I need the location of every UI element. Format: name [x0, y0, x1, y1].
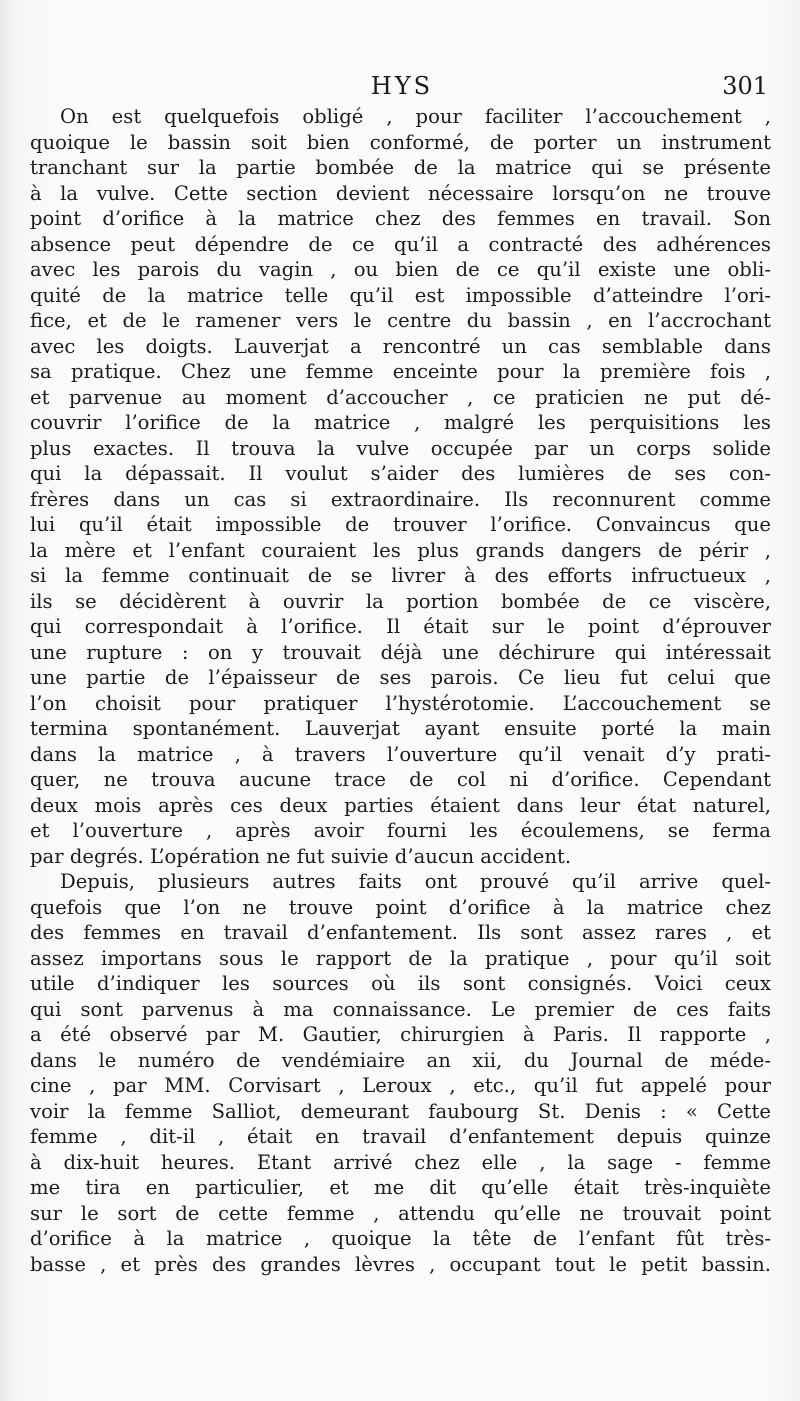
text-line: dans la matrice , à travers l’ouverture qu’il venait d’y prati-	[30, 742, 771, 766]
text-line: à la vulve. Cette section devient nécessaire lorsqu’on ne trouve	[30, 181, 771, 205]
text-line: a été observé par M. Gautier, chirurgien à Paris. Il rapporte ,	[30, 1023, 771, 1046]
text-line: utile d’indiquer les sources où ils sont consignés. Voici ceux	[30, 972, 771, 995]
text-line: frères dans un cas si extraordinaire. Ils reconnurent comme	[30, 487, 771, 511]
text-line: plus exactes. Il trouva la vulve occupée par un corps solide	[30, 436, 771, 460]
text-line: assez importans sous le rapport de la pratique , pour qu’il soit	[30, 946, 771, 970]
text-line: à dix-huit heures. Etant arrivé chez elle , la sage - femme	[30, 1150, 771, 1174]
text-line: femme , dit-il , était en travail d’enfantement depuis quinze	[30, 1125, 771, 1148]
text-line: Depuis, plusieurs autres faits ont prouvé qu’il arrive quel-	[60, 870, 771, 893]
text-line: et parvenue au moment d’accoucher , ce praticien ne put dé-	[30, 385, 771, 409]
text-line: l’on choisit pour pratiquer l’hystérotomie. L’accouchement se	[30, 691, 771, 715]
text-line: qui correspondait à l’orifice. Il était sur le point d’éprouver	[30, 615, 771, 638]
text-line: me tira en particulier, et me dit qu’elle était très-inquiète	[30, 1176, 771, 1199]
text-line: sa pratique. Chez une femme enceinte pour la première fois ,	[30, 360, 771, 383]
text-line: avec les doigts. Lauverjat a rencontré un cas semblable dans	[30, 334, 771, 358]
text-line: deux mois après ces deux parties étaient dans leur état naturel,	[30, 793, 771, 817]
running-head-title: HYS	[370, 72, 434, 100]
text-line: couvrir l’orifice de la matrice , malgré les perquisitions les	[30, 411, 771, 434]
text-line: dans le numéro de vendémiaire an xii, du Journal de méde-	[30, 1048, 771, 1072]
text-line: quer, ne trouva aucune trace de col ni d’orifice. Cependant	[30, 768, 771, 791]
text-line: voir la femme Salliot, demeurant faubourg St. Denis : « Cette	[30, 1099, 771, 1123]
text-line: avec les parois du vagin , ou bien de ce qu’il existe une obli-	[30, 258, 771, 281]
text-line: quoique le bassin soit bien conformé, de porter un instrument	[30, 130, 771, 154]
text-line: et l’ouverture , après avoir fourni les écoulemens, se ferma	[30, 819, 771, 842]
text-line: quité de la matrice telle qu’il est impossible d’atteindre l’ori-	[30, 283, 771, 307]
text-line: la mère et l’enfant couraient les plus grands dangers de périr ,	[30, 538, 771, 562]
text-line: ils se décidèrent à ouvrir la portion bombée de ce viscère,	[30, 589, 771, 613]
text-line: absence peut dépendre de ce qu’il a contracté des adhérences	[30, 232, 771, 256]
page-number: 301	[722, 72, 768, 100]
text-line: une rupture : on y trouvait déjà une déchirure qui intéressait	[30, 640, 771, 664]
text-line: On est quelquefois obligé , pour faciliter l’accouchement ,	[60, 105, 771, 128]
text-line: basse , et près des grandes lèvres , occupant tout le petit bassin.	[30, 1252, 771, 1276]
text-line: termina spontanément. Lauverjat ayant ensuite porté la main	[30, 717, 771, 740]
text-line: quefois que l’on ne trouve point d’orifice à la matrice chez	[30, 895, 771, 919]
text-line: sur le sort de cette femme , attendu qu’elle ne trouvait point	[30, 1201, 771, 1225]
body-text	[30, 104, 771, 1277]
text-line: d’orifice à la matrice , quoique la tête de l’enfant fût très-	[30, 1227, 771, 1250]
text-line: si la femme continuait de se livrer à des efforts infructueux ,	[30, 564, 771, 587]
text-line: qui la dépassait. Il voulut s’aider des lumières de ses con-	[30, 462, 771, 485]
text-line: par degrés. L’opération ne fut suivie d’aucun accident.	[30, 844, 572, 868]
text-line: cine , par MM. Corvisart , Leroux , etc., qu’il fut appelé pour	[30, 1074, 771, 1097]
text-line: point d’orifice à la matrice chez des femmes en travail. Son	[30, 207, 771, 230]
text-line: des femmes en travail d’enfantement. Ils sont assez rares , et	[30, 921, 771, 944]
text-line: tranchant sur la partie bombée de la matrice qui se présente	[30, 156, 771, 179]
text-line: qui sont parvenus à ma connaissance. Le premier de ces faits	[30, 997, 771, 1021]
text-line: lui qu’il était impossible de trouver l’orifice. Convaincus que	[30, 513, 771, 536]
running-head	[30, 70, 774, 104]
text-line: fice, et de le ramener vers le centre du bassin , en l’accrochant	[30, 309, 771, 332]
text-line: une partie de l’épaisseur de ses parois. Ce lieu fut celui que	[30, 666, 771, 689]
